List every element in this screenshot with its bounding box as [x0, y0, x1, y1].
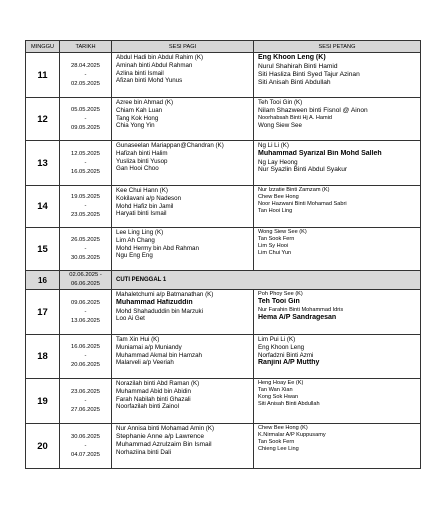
date-separator: -	[84, 353, 87, 359]
week-row	[26, 424, 421, 469]
week-row	[26, 186, 421, 228]
sesi-petang-names	[254, 186, 421, 228]
header-tarikh: TARIKH	[60, 41, 112, 53]
teacher-name: Chew Bee Hong (K)	[258, 425, 308, 431]
date-range	[60, 379, 112, 424]
teacher-name: Chieng Lee Ling	[258, 445, 299, 452]
week-number: 15	[26, 228, 60, 271]
week-number: 18	[26, 335, 60, 379]
teacher-name: Lim Ah Chang	[116, 236, 155, 244]
teacher-name: Gan Hooi Choo	[116, 165, 159, 173]
date-end: 23.05.2025	[70, 212, 100, 218]
teacher-name: Nilam Shazween binti Fisnol @ Ainon	[258, 106, 368, 114]
date-end: 30.05.2025	[70, 254, 100, 261]
teacher-name: Wong Siew See	[258, 121, 302, 129]
week-row	[26, 141, 421, 186]
teacher-name: Kee Chui Hann (K)	[116, 187, 168, 194]
teacher-name: Lim Sy Hooi	[258, 242, 289, 249]
date-start: 05.05.2025	[70, 106, 100, 113]
sesi-pagi-names	[112, 141, 254, 186]
teacher-name: Tan Sook Fern	[258, 235, 295, 242]
teacher-name: Chiam Kah Luan	[116, 106, 163, 114]
sesi-petang-names	[254, 141, 421, 186]
teacher-name: Wong Siew See (K)	[258, 229, 307, 235]
week-row	[26, 53, 421, 98]
week-row	[26, 98, 421, 141]
teacher-name: Tan Sook Fern	[258, 438, 295, 445]
teacher-name: Tang Kok Hong	[116, 114, 159, 122]
date-range	[60, 424, 112, 469]
header-row	[26, 41, 421, 53]
date-separator: -	[84, 159, 87, 166]
date-separator: -	[84, 203, 87, 209]
teacher-name: Mahaletchumi a/p Batmanathan (K)	[116, 291, 214, 298]
holiday-label: CUTI PENGGAL 1	[112, 271, 421, 290]
date-end: 27.06.2025	[70, 406, 100, 413]
date-range	[60, 141, 112, 186]
date-separator: -	[84, 397, 87, 404]
teacher-name: Noorfazilah binti Zainol	[116, 403, 179, 411]
teacher-name: Muniamai a/p Muniandy	[116, 343, 182, 351]
teacher-name: Heng Hoay Ee (K)	[258, 380, 304, 386]
sesi-pagi-names	[112, 98, 254, 141]
teacher-name: Mohd Shahaduddin bin Marzuki	[116, 307, 204, 315]
date-separator: -	[84, 115, 87, 122]
sesi-pagi-names	[112, 335, 254, 379]
date-range	[60, 290, 112, 335]
teacher-name: Lim Chui Yun	[258, 249, 292, 256]
date-end: 16.05.2025	[70, 168, 100, 175]
teacher-name: Nur Farahin Binti Mohammad Idris	[258, 306, 344, 313]
teacher-name: Muhammad Hafizuddin	[116, 298, 193, 306]
sesi-petang-names	[254, 424, 421, 469]
teacher-name: Muhammad Abid bin Abidin	[116, 387, 191, 395]
teacher-name: Ngu Eng Eng	[116, 252, 153, 260]
header-sesi-pagi: SESI PAGI	[112, 41, 254, 53]
teacher-name: Gunaseelan Mariappan@Chandran (K)	[116, 142, 224, 149]
week-row	[26, 379, 421, 424]
sesi-petang-names	[254, 53, 421, 98]
week-number: 19	[26, 379, 60, 424]
teacher-name: Azree bin Ahmad (K)	[116, 99, 174, 106]
teacher-name: Lee Ling Ling (K)	[116, 229, 164, 236]
teacher-name: Malarveli a/p Veeriah	[116, 359, 174, 367]
teacher-name: Yusliza binti Yusop	[116, 157, 168, 165]
teacher-name: Tam Xin Hui (K)	[116, 336, 160, 343]
teacher-name: Muhammad Azrulzaim Bin Ismail	[116, 440, 212, 448]
duty-roster-table	[25, 40, 421, 469]
teacher-name: Muhammad Syarizal Bin Mohd Salleh	[258, 149, 382, 157]
teacher-name: Eng Khoon Leng	[258, 343, 305, 351]
teacher-name: Siti Anisah Binti Abdullah	[258, 400, 320, 407]
teacher-name: Nur Izzatie Binti Zamzam (K)	[258, 187, 330, 193]
sesi-pagi-names	[112, 290, 254, 335]
date-range	[60, 53, 112, 98]
date-range	[60, 335, 112, 379]
teacher-name: Nur Syazlin Binti Abdul Syakur	[258, 166, 348, 174]
teacher-name: Chew Bee Hong	[258, 193, 299, 200]
teacher-name: Nur Annisa binti Mohamad Amin (K)	[116, 425, 215, 432]
teacher-name: Norhaziina binti Dali	[116, 449, 172, 457]
week-number: 17	[26, 290, 60, 335]
date-separator: -	[84, 71, 87, 78]
roster-body	[26, 53, 421, 469]
date-range	[60, 186, 112, 228]
teacher-name: Mohd Hermy bin Abd Rahman	[116, 244, 199, 252]
teacher-name: Teh Tooi Gin	[258, 297, 300, 305]
date-end: 02.05.2025	[70, 80, 100, 87]
date-start: 12.05.2025	[70, 150, 100, 157]
week-number: 13	[26, 141, 60, 186]
teacher-name: Muhammad Akmal bin Hamzah	[116, 351, 202, 359]
week-number: 20	[26, 424, 60, 469]
date-start: 09.06.2025	[70, 299, 100, 306]
week-number: 16	[26, 271, 60, 290]
sesi-petang-names	[254, 379, 421, 424]
teacher-name: Noor Hazwani Binti Mohamad Sabri	[258, 200, 347, 207]
teacher-name: Noorhabsah Binti Hj A. Hamid	[258, 114, 332, 121]
date-start: 02.06.2025 -	[69, 272, 102, 278]
week-row	[26, 228, 421, 271]
sesi-pagi-names	[112, 228, 254, 271]
date-start: 28.04.2025	[70, 62, 100, 69]
teacher-name: Nurul Shahirah Binti Hamid	[258, 62, 338, 70]
sesi-pagi-names	[112, 379, 254, 424]
date-start: 23.06.2025	[70, 388, 100, 395]
sesi-pagi-names	[112, 53, 254, 98]
teacher-name: Hafizah binti Halim	[116, 149, 168, 157]
date-range	[60, 271, 112, 290]
header-minggu: MINGGU	[26, 41, 60, 53]
date-separator: -	[84, 308, 87, 315]
date-range	[60, 228, 112, 271]
teacher-name: Ranjini A/P Mutthy	[258, 359, 320, 367]
date-separator: -	[84, 245, 87, 252]
teacher-name: Haryati binti Ismail	[116, 210, 167, 218]
sesi-pagi-names	[112, 424, 254, 469]
teacher-name: Ng Lay Heong	[258, 158, 298, 166]
sesi-petang-names	[254, 290, 421, 335]
teacher-name: Chia Yong Yin	[116, 122, 155, 130]
date-end: 04.07.2025	[70, 451, 100, 458]
date-start: 30.06.2025	[70, 433, 100, 440]
header-sesi-petang: SESI PETANG	[254, 41, 421, 53]
date-start: 26.05.2025	[70, 236, 100, 243]
teacher-name: Poh Phoy See (K)	[258, 291, 303, 297]
teacher-name: Mohd Hafiz bin Jamil	[116, 202, 174, 210]
teacher-name: Ng Li Li (K)	[258, 142, 289, 149]
week-row	[26, 290, 421, 335]
teacher-name: Hema A/P Sandragesan	[258, 313, 337, 321]
date-range	[60, 98, 112, 141]
teacher-name: Norazilah binti Abd Raman (K)	[116, 380, 200, 387]
date-end: 09.05.2025	[70, 124, 100, 131]
teacher-name: Loo Ai Get	[116, 315, 145, 323]
teacher-name: Farah Nabilah binti Ghazali	[116, 395, 191, 403]
teacher-name: Kong Sok Hwan	[258, 393, 299, 400]
date-end: 13.06.2025	[70, 317, 100, 324]
teacher-name: Tan Wan Xian	[258, 386, 293, 393]
week-row	[26, 335, 421, 379]
sesi-petang-names	[254, 98, 421, 141]
date-end: 06.06.2025	[70, 281, 100, 287]
teacher-name: Aminah binti Abdul Rahman	[116, 61, 193, 69]
teacher-name: Lim Pui Li (K)	[258, 336, 296, 343]
holiday-row	[26, 271, 421, 290]
teacher-name: Teh Tooi Gin (K)	[258, 99, 303, 106]
teacher-name: Norfadzni Binti Azmi	[258, 351, 314, 359]
date-start: 19.05.2025	[70, 194, 100, 200]
week-number: 12	[26, 98, 60, 141]
sesi-petang-names	[254, 228, 421, 271]
teacher-name: Stephanie Anne a/p Lawrence	[116, 432, 204, 440]
teacher-name: Azlina binti Ismail	[116, 69, 164, 77]
sesi-petang-names	[254, 335, 421, 379]
teacher-name: Abdul Hadi bin Abdul Rahim (K)	[116, 54, 204, 61]
week-number: 14	[26, 186, 60, 228]
teacher-name: Kokilavani a/p Nadeson	[116, 194, 182, 202]
teacher-name: Tan Hooi Ling	[258, 207, 293, 214]
teacher-name: K.Nirmalar A/P Kuppusamy	[258, 431, 326, 438]
teacher-name: Siti Anisah Binti Abdullah	[258, 79, 331, 87]
week-number: 11	[26, 53, 60, 98]
date-separator: -	[84, 442, 87, 449]
teacher-name: Siti Hasliza Binti Syed Tajur Azinan	[258, 70, 360, 78]
date-start: 16.06.2025	[70, 344, 100, 350]
date-end: 20.06.2025	[70, 362, 100, 368]
teacher-name: Afizan binti Mohd Yunus	[116, 77, 183, 85]
sesi-pagi-names	[112, 186, 254, 228]
teacher-name: Eng Khoon Leng (K)	[258, 54, 326, 61]
